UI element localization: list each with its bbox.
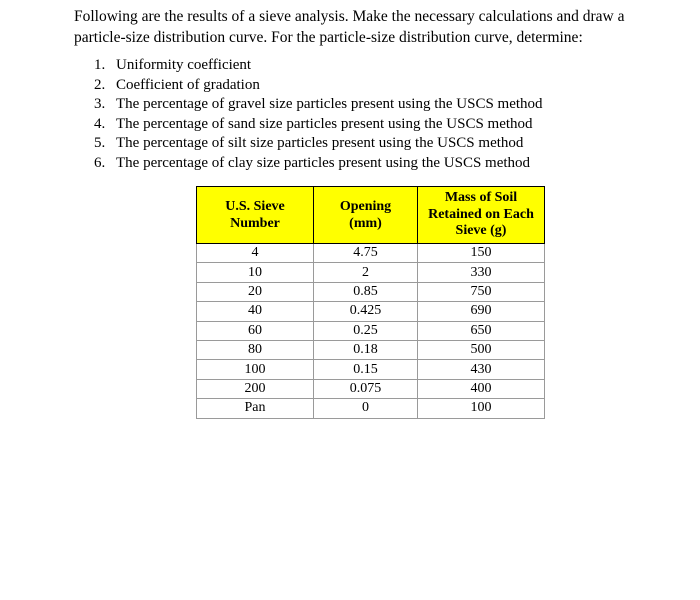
task-text: The percentage of sand size particles present using the USCS method bbox=[116, 115, 533, 132]
header-line: Mass of Soil bbox=[444, 190, 518, 206]
task-number: 6. bbox=[94, 154, 106, 171]
intro-line-2: particle-size distribution curve. For the particle-size distribution curve, determine: bbox=[74, 29, 583, 46]
task-number: 3. bbox=[94, 96, 106, 113]
cell-opening: 0.075 bbox=[314, 379, 418, 398]
table-row bbox=[197, 282, 545, 301]
header-sieve-number bbox=[197, 187, 314, 244]
header-line: U.S. Sieve bbox=[225, 199, 285, 214]
task-text: The percentage of gravel size particles present using the USCS method bbox=[116, 96, 543, 113]
table-row bbox=[197, 263, 545, 282]
task-number: 5. bbox=[94, 135, 106, 152]
table-row bbox=[197, 340, 545, 359]
cell-sieve-number: 40 bbox=[197, 302, 314, 321]
cell-mass: 750 bbox=[418, 282, 545, 301]
task-item bbox=[94, 95, 614, 115]
cell-opening: 0 bbox=[314, 399, 418, 418]
cell-sieve-number: 4 bbox=[197, 244, 314, 263]
task-number: 2. bbox=[94, 76, 106, 93]
table-row bbox=[197, 244, 545, 263]
cell-opening: 0.15 bbox=[314, 360, 418, 379]
task-item bbox=[94, 154, 614, 174]
header-line: Opening bbox=[339, 199, 392, 214]
task-text: The percentage of clay size particles present using the USCS method bbox=[116, 154, 531, 171]
table-row bbox=[197, 360, 545, 379]
table-header-row bbox=[197, 187, 545, 244]
task-item bbox=[94, 56, 614, 76]
problem-statement bbox=[74, 6, 654, 48]
intro-line-1: Following are the results of a sieve analysis. Make the necessary calculations and draw a bbox=[74, 8, 625, 25]
task-number: 4. bbox=[94, 115, 106, 132]
cell-opening: 0.18 bbox=[314, 340, 418, 359]
cell-opening: 2 bbox=[314, 263, 418, 282]
header-line: Number bbox=[230, 216, 280, 231]
cell-opening: 4.75 bbox=[314, 244, 418, 263]
cell-sieve-number: 20 bbox=[197, 282, 314, 301]
cell-sieve-number: 80 bbox=[197, 340, 314, 359]
task-text: Coefficient of gradation bbox=[116, 76, 260, 93]
cell-mass: 500 bbox=[418, 340, 545, 359]
cell-mass: 690 bbox=[418, 302, 545, 321]
cell-sieve-number: 60 bbox=[197, 321, 314, 340]
task-item bbox=[94, 76, 614, 96]
header-line: (mm) bbox=[349, 216, 382, 231]
cell-mass: 400 bbox=[418, 379, 545, 398]
header-opening bbox=[314, 187, 418, 244]
cell-sieve-number: 10 bbox=[197, 263, 314, 282]
cell-mass: 150 bbox=[418, 244, 545, 263]
task-item bbox=[94, 115, 614, 135]
table-row bbox=[197, 399, 545, 418]
task-list bbox=[94, 56, 614, 174]
cell-mass: 100 bbox=[418, 399, 545, 418]
cell-opening: 0.25 bbox=[314, 321, 418, 340]
cell-mass: 650 bbox=[418, 321, 545, 340]
table-row bbox=[197, 321, 545, 340]
cell-sieve-number: 100 bbox=[197, 360, 314, 379]
table-row bbox=[197, 302, 545, 321]
task-text: Uniformity coefficient bbox=[116, 57, 252, 73]
table-row bbox=[197, 379, 545, 398]
cell-opening: 0.425 bbox=[314, 302, 418, 321]
sieve-analysis-table bbox=[196, 186, 545, 419]
header-mass-retained bbox=[418, 187, 545, 244]
header-line: Retained on Each bbox=[428, 206, 534, 222]
cell-mass: 330 bbox=[418, 263, 545, 282]
cell-sieve-number: Pan bbox=[197, 399, 314, 418]
cell-mass: 430 bbox=[418, 360, 545, 379]
task-item bbox=[94, 134, 614, 154]
task-text: The percentage of silt size particles present using the USCS method bbox=[116, 135, 524, 152]
header-line: Sieve (g) bbox=[455, 223, 507, 239]
task-number: 1. bbox=[94, 57, 106, 73]
cell-opening: 0.85 bbox=[314, 282, 418, 301]
cell-sieve-number: 200 bbox=[197, 379, 314, 398]
